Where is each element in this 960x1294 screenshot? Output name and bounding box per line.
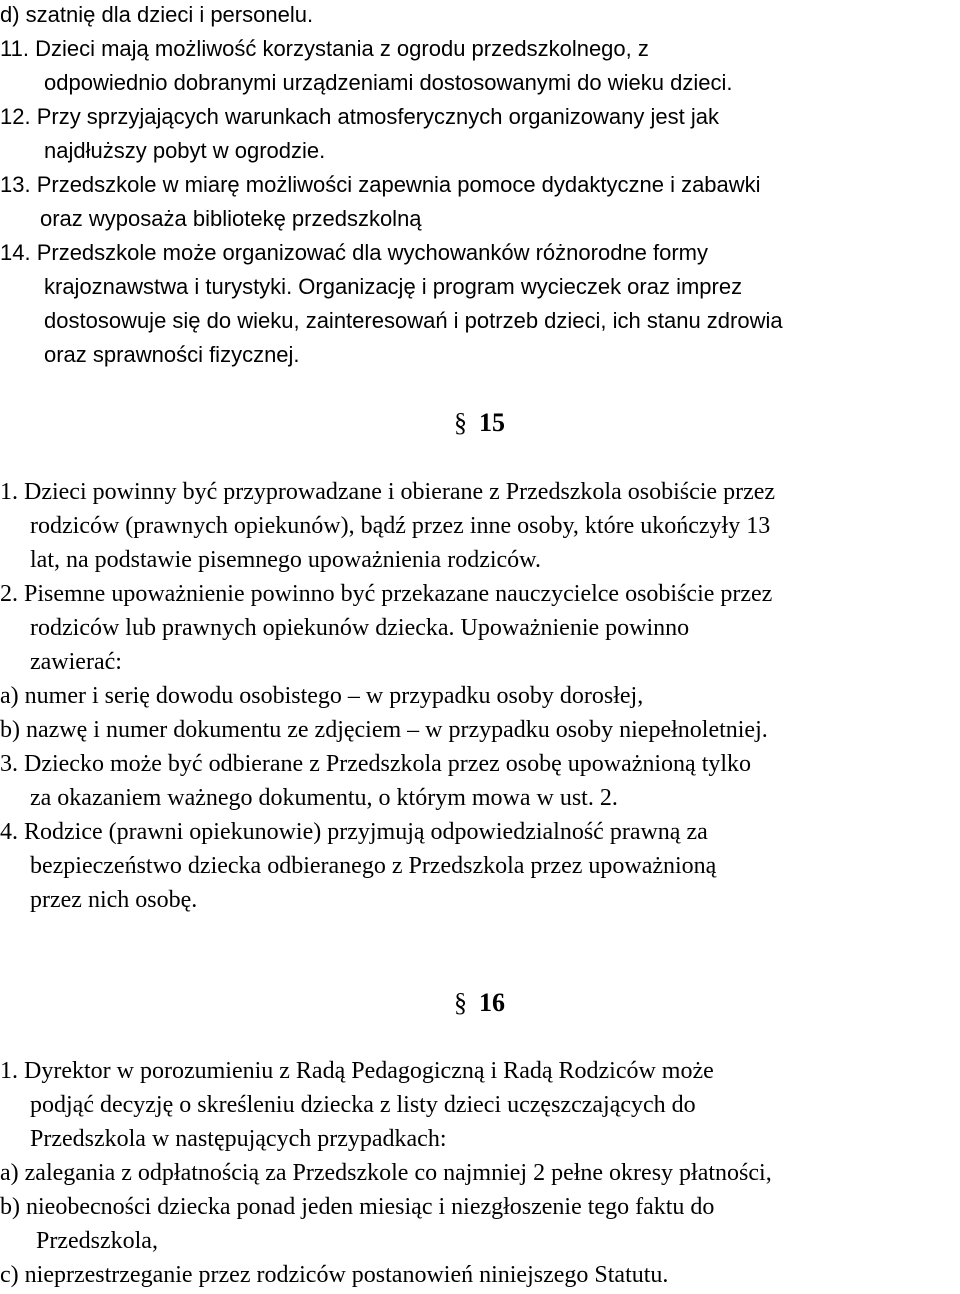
sub-item-c: c) nieprzestrzeganie przez rodziców postanowień niniejszego Statutu. [0,1262,669,1288]
section-number: 15 [479,408,505,437]
list-item-3: 3. Dziecko może być odbierane z Przedszkola przez osobę upoważnioną tylko [0,751,752,777]
section-number: 16 [479,988,505,1017]
text-line: dostosowuje się do wieku, zainteresowań i potrzeb dzieci, ich stanu zdrowia [44,308,783,333]
sub-item-b: b) nieobecności dziecka ponad jeden miesiąc i niezgłoszenie tego faktu do [0,1194,715,1220]
text-line: rodziców lub prawnych opiekunów dziecka. Upoważnienie powinno [30,615,690,641]
text-line: krajoznawstwa i turystyki. Organizację i program wycieczek oraz imprez [44,274,743,299]
list-item-2: 2. Pisemne upoważnienie powinno być przekazane nauczycielce osobiście przez [0,581,773,607]
list-item-12: 12. Przy sprzyjających warunkach atmosferycznych organizowany jest jak [0,104,719,129]
list-item-11: 11. Dzieci mają możliwość korzystania z ogrodu przedszkolnego, z [0,36,649,61]
text-line: odpowiednio dobranymi urządzeniami dostosowanymi do wieku dzieci. [44,70,733,95]
text-line: podjąć decyzję o skreśleniu dziecka z listy dzieci uczęszczających do [30,1092,696,1118]
list-item-1: 1. Dyrektor w porozumieniu z Radą Pedagogiczną i Radą Rodziców może [0,1058,714,1084]
text-line: oraz wyposaża bibliotekę przedszkolną [40,206,422,231]
text-line: lat, na podstawie pisemnego upoważnienia rodziców. [30,547,541,573]
text-line: za okazaniem ważnego dokumentu, o którym mowa w ust. 2. [30,785,618,811]
paragraph-symbol-icon: § [454,408,467,437]
text-line: Przedszkola, [36,1228,158,1254]
text-line: Przedszkola w następujących przypadkach: [30,1126,447,1152]
text-line: zawierać: [30,649,122,675]
text-line: d) szatnię dla dzieci i personelu. [0,2,314,27]
list-item-1: 1. Dzieci powinny być przyprowadzane i obierane z Przedszkola osobiście przez [0,479,776,505]
list-item-13: 13. Przedszkole w miarę możliwości zapewnia pomoce dydaktyczne i zabawki [0,172,761,197]
list-item-14: 14. Przedszkole może organizować dla wychowanków różnorodne formy [0,240,709,265]
text-line: oraz sprawności fizycznej. [44,342,300,367]
section-heading-16 [454,986,505,1020]
sub-item-a: a) numer i serię dowodu osobistego – w przypadku osoby dorosłej, [0,683,644,709]
sub-item-a: a) zalegania z odpłatnością za Przedszkole co najmniej 2 pełne okresy płatności, [0,1160,772,1186]
text-line: przez nich osobę. [30,887,198,913]
text-line: najdłuższy pobyt w ogrodzie. [44,138,326,163]
section-heading-15 [454,406,505,440]
text-line: bezpieczeństwo dziecka odbieranego z Przedszkola przez upoważnioną [30,853,717,879]
paragraph-symbol-icon: § [454,988,467,1017]
text-line: rodziców (prawnych opiekunów), bądź przez inne osoby, które ukończyły 13 [30,513,771,539]
sub-item-b: b) nazwę i numer dokumentu ze zdjęciem – w przypadku osoby niepełnoletniej. [0,717,768,743]
list-item-4: 4. Rodzice (prawni opiekunowie) przyjmują odpowiedzialność prawną za [0,819,708,845]
